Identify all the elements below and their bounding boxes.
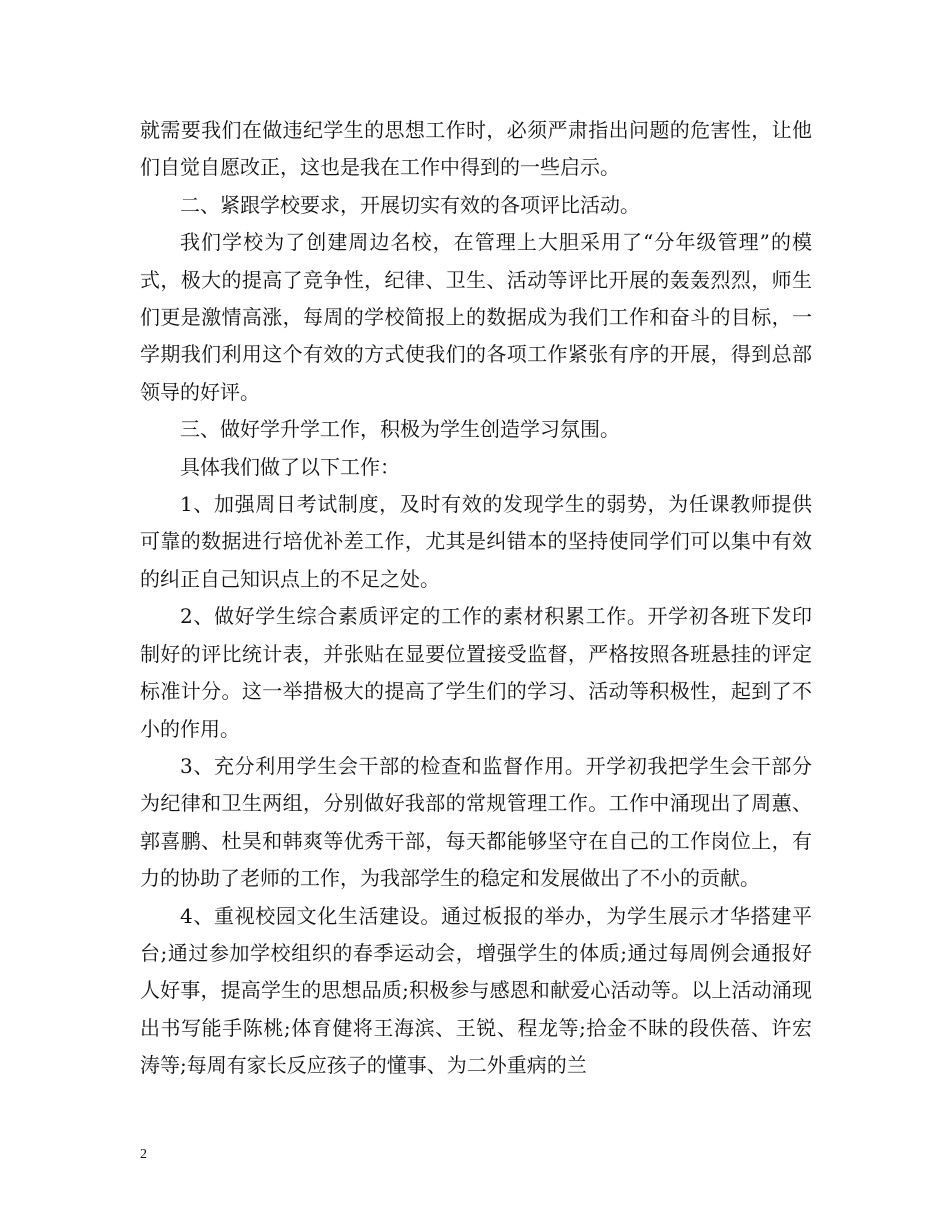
section-heading: 三、做好学升学工作，积极为学生创造学习氛围。	[180, 417, 620, 442]
page-number: 2	[140, 1147, 147, 1162]
list-item: 3、充分利用学生会干部的检查和监督作用。开学初我把学生会干部分为纪律和卫生两组，分别做好我部的常规管理工作。工作中涌现出了周蕙、郭喜鹏、杜昊和韩爽等优秀干部，每天都能够坚守在自己的工作岗位上，有力的协助了老师的工作，为我部学生的稳定和发展做出了不小的贡献。	[140, 753, 812, 891]
list-item: 2、做好学生综合素质评定的工作的素材积累工作。开学初各班下发印制好的评比统计表，并张贴在显要位置接受监督，严格按照各班悬挂的评定标准计分。这一举措极大的提高了学生们的学习、活动等积极性，起到了不小的作用。	[140, 604, 812, 741]
body-text	[140, 112, 812, 1085]
section-heading: 二、紧跟学校要求，开展切实有效的各项评比活动。	[180, 192, 640, 217]
list-item: 4、重视校园文化生活建设。通过板报的举办，为学生展示才华搭建平台;通过参加学校组织的春季运动会，增强学生的体质;通过每周例会通报好人好事，提高学生的思想品质;积极参与感恩和献爱心活动等。以上活动涌现出书写能手陈桃;体育健将王海滨、王锐、程龙等;拾金不昧的段佚蓓、许宏涛等;每周有家长反应孩子的懂事、为二外重病的兰	[140, 903, 812, 1078]
paragraph: 具体我们做了以下工作：	[180, 454, 400, 479]
list-item: 1、加强周日考试制度，及时有效的发现学生的弱势，为任课教师提供可靠的数据进行培优补差工作，尤其是纠错本的坚持使同学们可以集中有效的纠正自己知识点上的不足之处。	[140, 492, 812, 591]
paragraph: 就需要我们在做违纪学生的思想工作时，必须严肃指出问题的危害性，让他们自觉自愿改正，这也是我在工作中得到的一些启示。	[140, 118, 812, 180]
paragraph: 我们学校为了创建周边名校，在管理上大胆采用了“分年级管理”的模式，极大的提高了竞争性，纪律、卫生、活动等评比开展的轰轰烈烈，师生们更是激情高涨，每周的学校简报上的数据成为我们工作和奋斗的目标，一学期我们利用这个有效的方式使我们的各项工作紧张有序的开展，得到总部领导的好评。	[140, 230, 812, 404]
